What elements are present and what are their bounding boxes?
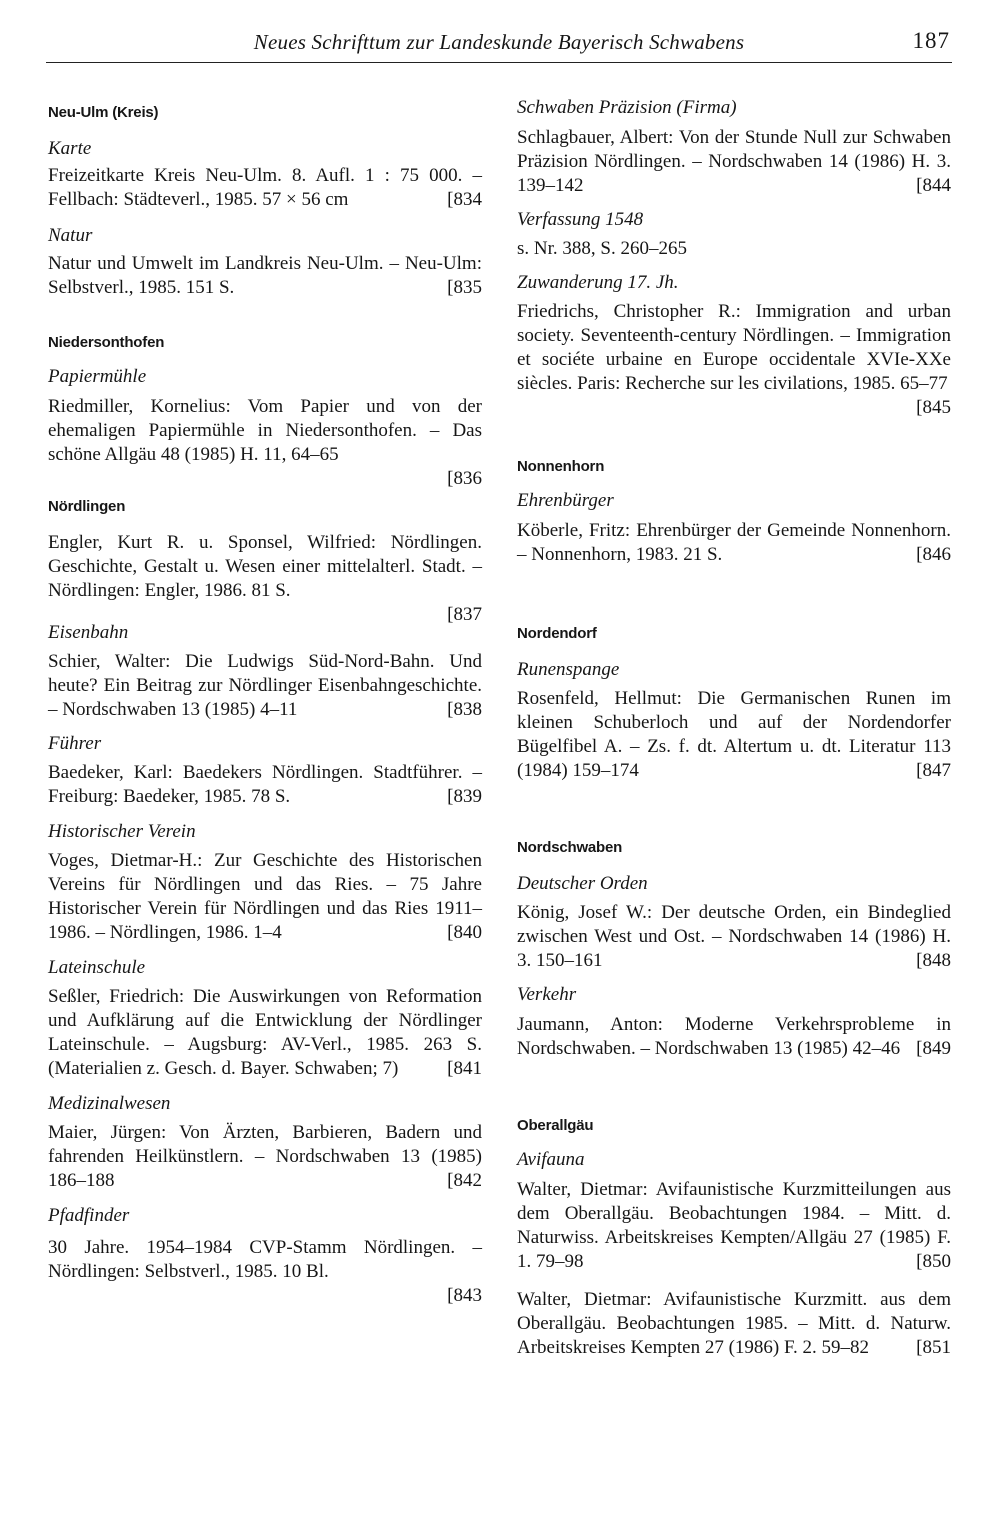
entry-ref: [835 [447, 277, 482, 298]
entry-836 [48, 395, 482, 491]
entry-ref: [839 [447, 786, 482, 807]
entry-846 [517, 519, 951, 567]
subject-runenspange: Runenspange [517, 659, 620, 680]
entry-834 [48, 164, 482, 212]
entry-850 [517, 1178, 951, 1274]
subject-pfadfinder: Pfadfinder [48, 1205, 130, 1226]
entry-text: s. Nr. 388, S. 260–265 [517, 238, 687, 259]
left-column [48, 96, 482, 1308]
section-heading-niedersonthofen: Niedersonthofen [48, 334, 165, 351]
entry-843 [48, 1236, 482, 1308]
entry-text: Köberle, Fritz: Ehrenbürger der Gemeinde Nonnenhorn. – Nonnenhorn, 1983. 21 S. [517, 520, 951, 565]
entry-848 [517, 901, 951, 973]
entry-835 [48, 252, 482, 300]
entry-ref: [849 [916, 1038, 951, 1059]
entry-text: Rosenfeld, Hellmut: Die Germanischen Runen im kleinen Schuberloch und auf der Nordendorfer Bügelfibel A. – Zs. f. dt. Altertum u. dt. Literatur 113 (1984) 159–174 [517, 688, 951, 781]
subject-karte: Karte [48, 138, 92, 159]
entry-ref: [841 [447, 1058, 482, 1079]
entry-text: Riedmiller, Kornelius: Vom Papier und von der ehemaligen Papiermühle in Niedersonthofen. – Das schöne Allgäu 48 (1985) H. 11, 64–65 [48, 396, 482, 465]
entry-ref: [851 [916, 1337, 951, 1358]
subject-historischer-verein: Historischer Verein [48, 821, 196, 842]
entry-ref: [838 [447, 699, 482, 720]
entry-ref: [846 [916, 544, 951, 565]
entry-text: Seßler, Friedrich: Die Auswirkungen von Reformation und Aufklärung auf die Entwicklung der Nördlinger Lateinschule. – Augsburg: AV-Verl., 1985. 263 S. (Materialien z. Gesch. d. Bayer. Schwaben; 7) [48, 986, 482, 1079]
entry-844 [517, 126, 951, 198]
subject-fuehrer: Führer [48, 733, 102, 754]
entry-ref: [850 [916, 1251, 951, 1272]
right-column [517, 96, 951, 1360]
entry-text: Voges, Dietmar-H.: Zur Geschichte des Historischen Vereins für Nördlingen und das Ries. – 75 Jahre Historischer Verein für Nördlingen und das Ries 1911–1986. – Nördlingen, 1986. 1–4 [48, 850, 482, 943]
entry-text: Engler, Kurt R. u. Sponsel, Wilfried: Nördlingen. Geschichte, Gestalt u. Wesen einer mittelalterl. Stadt. – Nördlingen: Engler, 1986. 81 S. [48, 532, 482, 601]
section-heading-nonnenhorn: Nonnenhorn [517, 458, 605, 475]
subject-medizinalwesen: Medizinalwesen [48, 1093, 171, 1114]
entry-842 [48, 1121, 482, 1193]
entry-ref: [843 [447, 1285, 482, 1306]
entry-text: König, Josef W.: Der deutsche Orden, ein Bindeglied zwischen West und Ost. – Nordschwaben 14 (1986) H. 3. 150–161 [517, 902, 951, 971]
entry-839 [48, 761, 482, 809]
section-heading-noerdlingen: Nördlingen [48, 498, 126, 515]
entry-ref: [844 [916, 175, 951, 196]
entry-text: Walter, Dietmar: Avifaunistische Kurzmitt. aus dem Oberallgäu. Beobachtungen 1985. – Mitt. d. Naturw. Arbeitskreises Kempten 27 (1986) F. 2. 59–82 [517, 1289, 951, 1358]
entry-text: Maier, Jürgen: Von Ärzten, Barbieren, Badern und fahrenden Heilkünstlern. – Nordschwaben 13 (1985) 186–188 [48, 1122, 482, 1191]
entry-837 [48, 531, 482, 627]
subject-verkehr: Verkehr [517, 984, 577, 1005]
entry-ref: [842 [447, 1170, 482, 1191]
subject-lateinschule: Lateinschule [48, 957, 146, 978]
entry-text: Schlagbauer, Albert: Von der Stunde Null zur Schwaben Präzision Nördlingen. – Nordschwaben 14 (1986) H. 3. 139–142 [517, 127, 951, 196]
section-heading-oberallgaeu: Oberallgäu [517, 1117, 594, 1134]
page-header [46, 24, 952, 63]
subject-zuwanderung: Zuwanderung 17. Jh. [517, 272, 679, 293]
entry-845 [517, 300, 951, 418]
entry-text: Freizeitkarte Kreis Neu-Ulm. 8. Aufl. 1 : 75 000. – Fellbach: Städteverl., 1985. 57 × 56 cm [48, 165, 482, 210]
entry-text: Friedrichs, Christopher R.: Immigration and urban society. Seventeenth-century Nördlingen. – Immigration et sociéte urbaine en Europe occidentale XVIe-XXe siècles. Paris: Recherche sur les civilations, 1985. 65–77 [517, 301, 951, 394]
subject-deutscher-orden: Deutscher Orden [517, 873, 648, 894]
subject-eisenbahn: Eisenbahn [48, 622, 129, 643]
entry-text: 30 Jahre. 1954–1984 CVP-Stamm Nördlingen. – Nördlingen: Selbstverl., 1985. 10 Bl. [48, 1237, 482, 1282]
entry-ref: [840 [447, 922, 482, 943]
subject-ehrenbuerger: Ehrenbürger [517, 490, 614, 511]
page-number: 187 [912, 28, 950, 53]
section-heading-neu-ulm: Neu-Ulm (Kreis) [48, 104, 159, 121]
entry-ref: [847 [916, 760, 951, 781]
subject-verfassung: Verfassung 1548 [517, 209, 644, 230]
entry-841 [48, 985, 482, 1081]
entry-840 [48, 849, 482, 945]
entry-849 [517, 1013, 951, 1061]
section-heading-nordschwaben: Nordschwaben [517, 839, 623, 856]
entry-847 [517, 687, 951, 783]
running-title: Neues Schrifttum zur Landeskunde Bayerisch Schwabens [253, 30, 745, 54]
subject-natur: Natur [48, 225, 93, 246]
subject-schwaben-praezision: Schwaben Präzision (Firma) [517, 97, 737, 118]
entry-ref: [837 [447, 604, 482, 625]
entry-text: Jaumann, Anton: Moderne Verkehrsprobleme in Nordschwaben. – Nordschwaben 13 (1985) 42–46 [517, 1014, 951, 1059]
entry-838 [48, 650, 482, 722]
section-heading-nordendorf: Nordendorf [517, 625, 597, 642]
entry-verfassung [517, 237, 951, 261]
entry-ref: [834 [447, 189, 482, 210]
entry-text: Baedeker, Karl: Baedekers Nördlingen. Stadtführer. – Freiburg: Baedeker, 1985. 78 S. [48, 762, 482, 807]
entry-ref: [845 [916, 397, 951, 418]
subject-papiermuehle: Papiermühle [48, 366, 147, 387]
entry-ref: [848 [916, 950, 951, 971]
subject-avifauna: Avifauna [517, 1149, 585, 1170]
entry-text: Natur und Umwelt im Landkreis Neu-Ulm. – Neu-Ulm: Selbstverl., 1985. 151 S. [48, 253, 482, 298]
entry-text: Schier, Walter: Die Ludwigs Süd-Nord-Bahn. Und heute? Ein Beitrag zur Nördlinger Eisenbahngeschichte. – Nordschwaben 13 (1985) 4–11 [48, 651, 482, 720]
entry-ref: [836 [447, 468, 482, 489]
entry-text: Walter, Dietmar: Avifaunistische Kurzmitteilungen aus dem Oberallgäu. Beobachtungen 1984. – Mitt. d. Naturwiss. Arbeitskreises Kempten/Allgäu 27 (1985) F. 1. 79–98 [517, 1179, 951, 1272]
entry-851 [517, 1288, 951, 1360]
